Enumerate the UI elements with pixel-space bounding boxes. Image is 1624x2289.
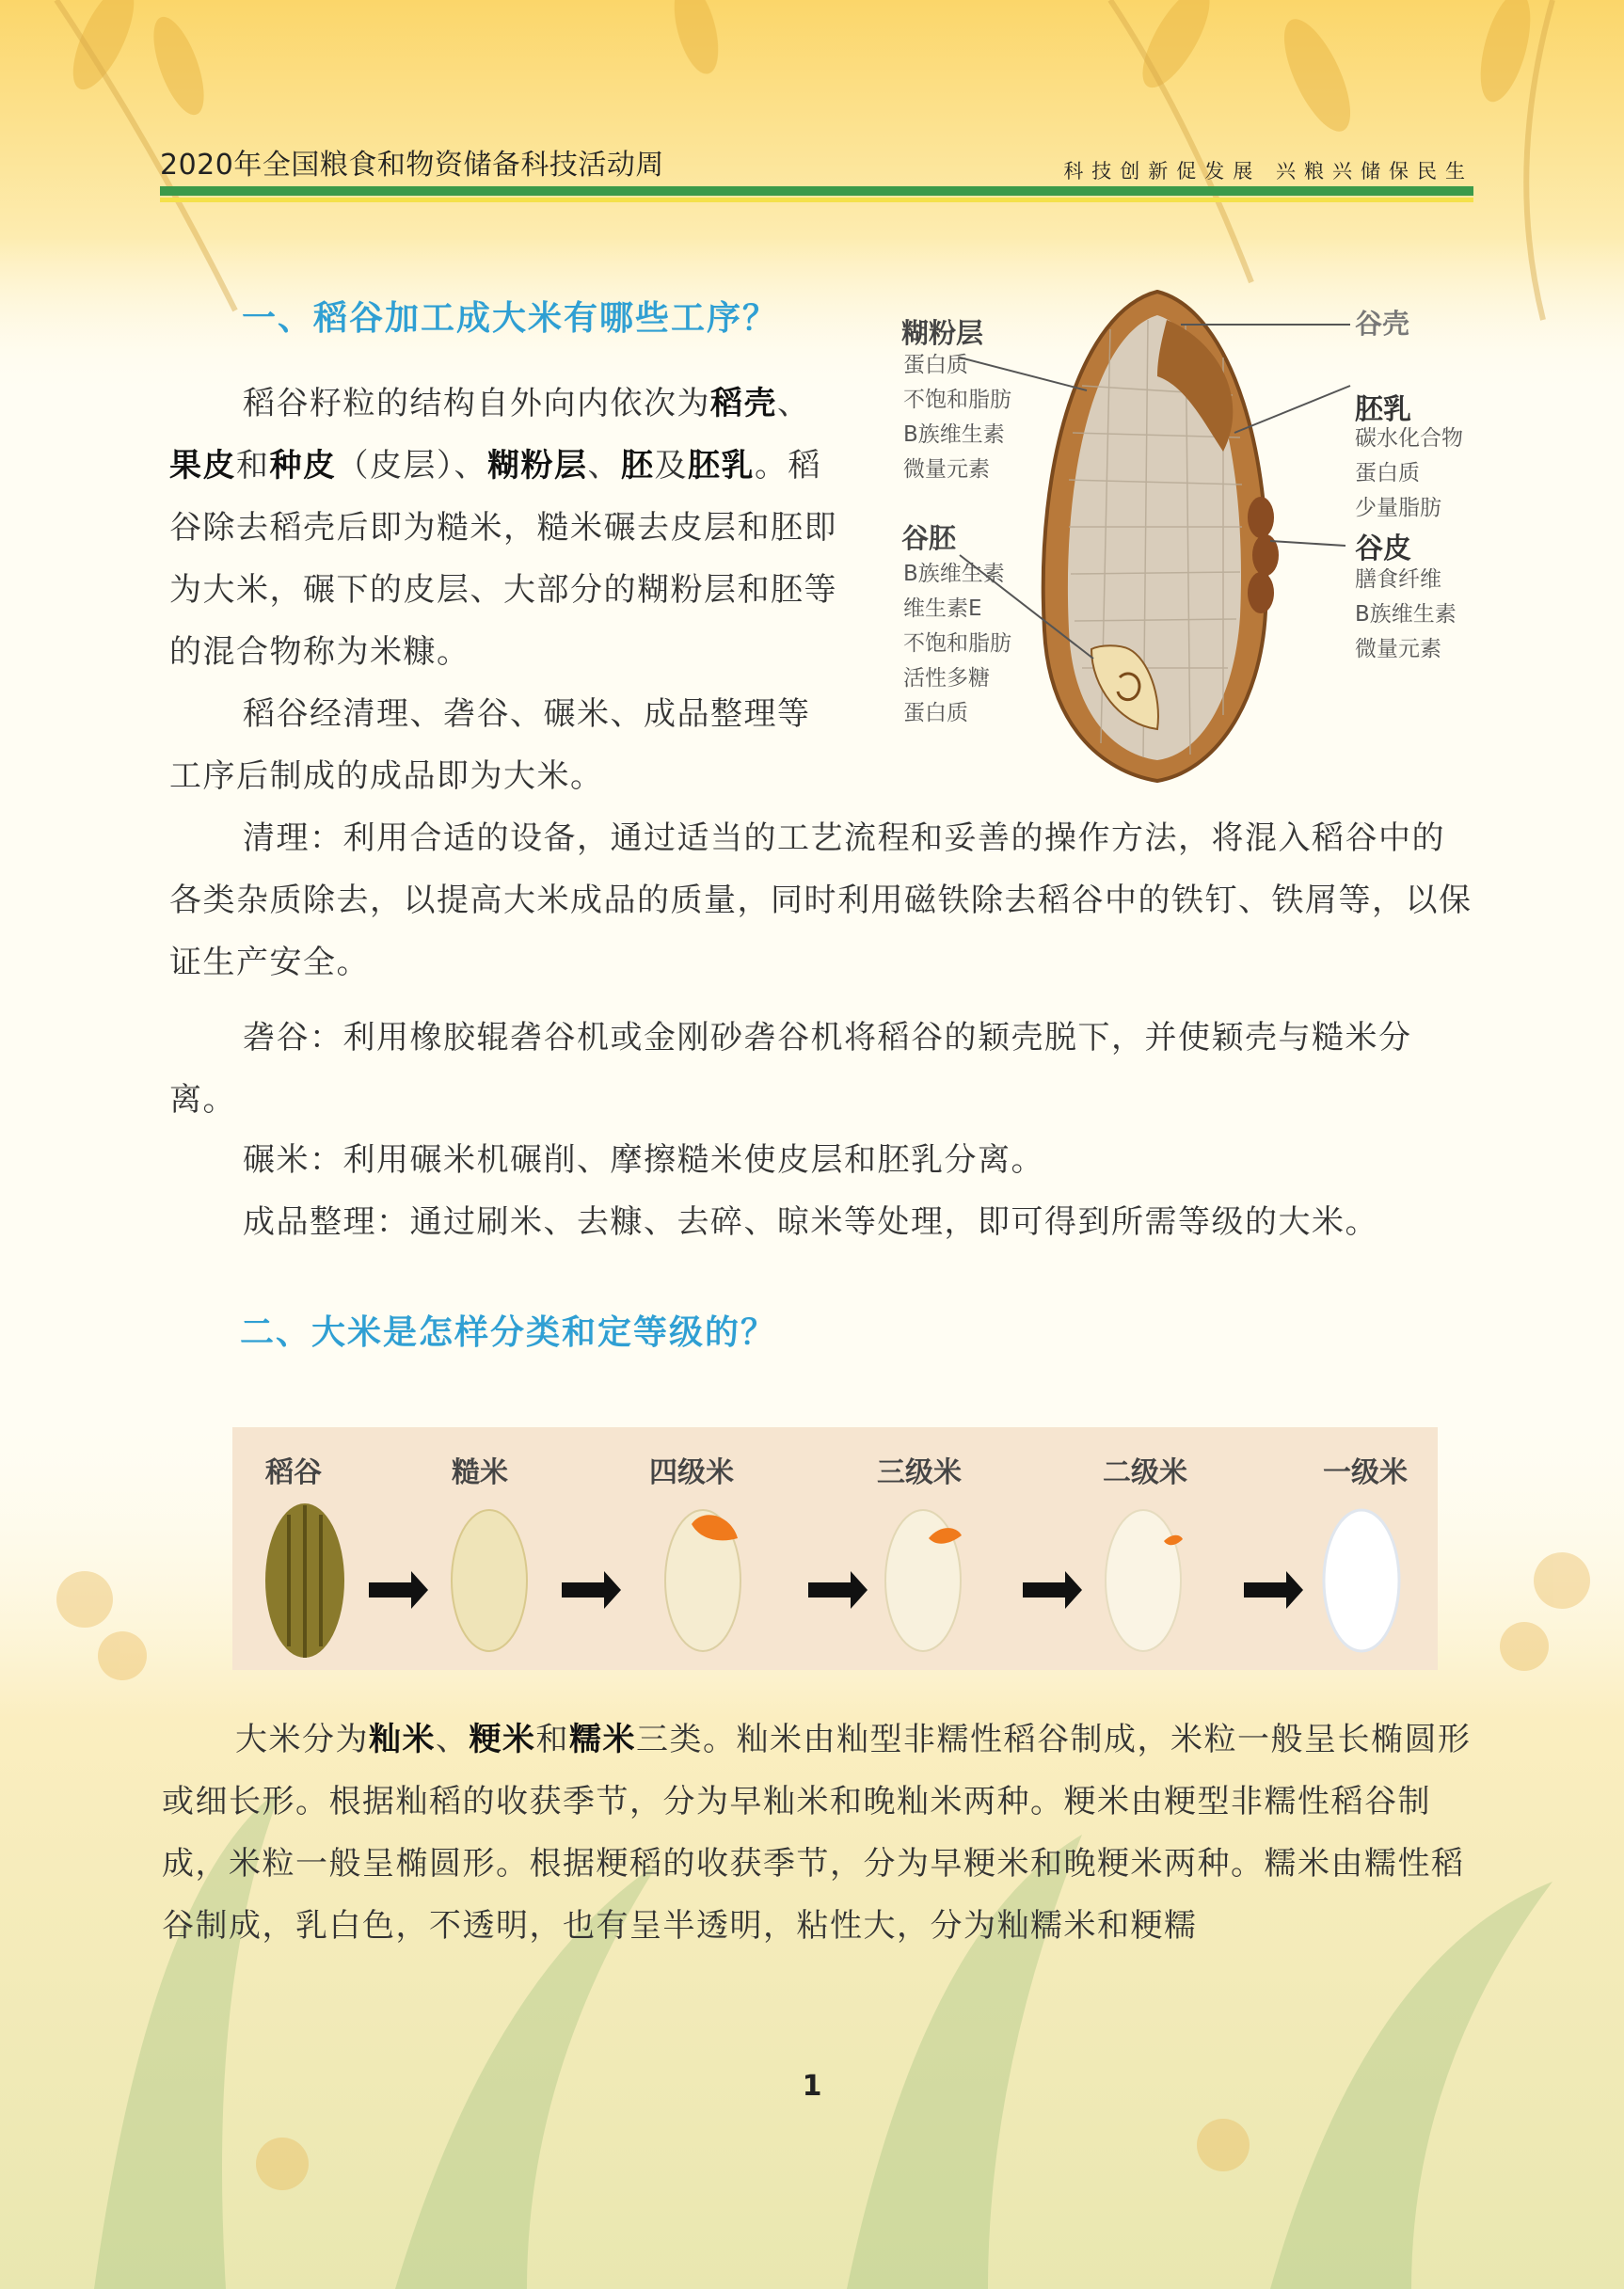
header-rule [160, 186, 1473, 196]
term-germ: 胚 [621, 447, 655, 485]
label-bran-items [1355, 563, 1457, 667]
section1-heading: 一、稻谷加工成大米有哪些工序？ [242, 299, 779, 338]
term-husk: 稻壳 [710, 385, 777, 422]
label-bran: 谷皮 [1355, 533, 1411, 565]
section1-paragraph-structure [169, 373, 837, 683]
label-aleurone-items [903, 348, 1011, 487]
section1-paragraph-milling: 碾米：利用碾米机碾削、摩擦糙米使皮层和胚乳分离。 [243, 1141, 1044, 1179]
term-endosperm: 胚乳 [688, 447, 755, 485]
text-run: 、 [587, 447, 621, 485]
grain-label-grade4: 四级米 [649, 1456, 734, 1489]
term-pericarp: 果皮 [169, 447, 236, 485]
header-slogan: 科技创新促发展 兴粮兴储保民生 [1063, 160, 1473, 183]
label-aleurone: 糊粉层 [901, 317, 984, 349]
section1-paragraph-hulling: 砻谷：利用橡胶辊砻谷机或金刚砂砻谷机将稻谷的颖壳脱下，并使颖壳与糙米分离。 [169, 1019, 1412, 1119]
nutrient-item: 蛋白质 [903, 353, 968, 377]
text-run: 大米分为 [235, 1721, 369, 1758]
text-run: 三类。籼米由籼型非糯性稻谷制成，米粒一般呈长椭圆形或细长形。根据籼稻的收获季节，分为早籼米和晚籼米两种。粳米由粳型非糯性稻谷制成，米粒一般呈椭圆形。根据粳稻的收获季节，分为早粳米和晚粳米两种。糯米由糯性稻谷制成，乳白色，不透明，也有呈半透明，粘性大，分为籼糯米和粳糯 [162, 1721, 1472, 1945]
grain-label-grade3: 三级米 [877, 1456, 962, 1489]
term-seed-coat: 种皮 [269, 447, 337, 485]
header-title: 2020年全国粮食和物资储备科技活动周 [160, 149, 664, 182]
nutrient-item: 不饱和脂肪 [903, 388, 1011, 412]
rice-grade-illustration [232, 1496, 1438, 1665]
nutrient-item: 碳水化合物 [1355, 426, 1463, 451]
grain-label-grade1: 一级米 [1323, 1456, 1408, 1489]
term-indica-rice: 籼米 [369, 1721, 436, 1758]
section1-paragraph-process: 稻谷经清理、砻谷、碾米、成品整理等工序后制成的成品即为大米。 [169, 695, 811, 795]
nutrient-item: 维生素E [903, 596, 982, 621]
label-germ-items [903, 557, 1011, 731]
grain-label-grade2: 二级米 [1103, 1456, 1187, 1489]
label-endosperm-items [1355, 421, 1463, 526]
text-run: 及 [654, 447, 688, 485]
section2-paragraph-classification [162, 1709, 1479, 1957]
grain-label-brown-rice: 糙米 [452, 1456, 508, 1489]
term-glutinous-rice: 糯米 [569, 1721, 636, 1758]
text-run: （皮层）、 [336, 447, 487, 485]
nutrient-item: 微量元素 [1355, 637, 1441, 661]
nutrient-item: 少量脂肪 [1355, 496, 1441, 520]
section2-heading: 二、大米是怎样分类和定等级的？ [240, 1313, 777, 1352]
nutrient-item: B族维生素 [903, 562, 1005, 586]
term-japonica-rice: 粳米 [469, 1721, 536, 1758]
label-endosperm: 胚乳 [1355, 393, 1411, 426]
text-run: 和 [236, 447, 270, 485]
grain-paddy [265, 1503, 344, 1658]
nutrient-item: 蛋白质 [903, 701, 968, 725]
label-germ: 谷胚 [901, 522, 957, 554]
grain-label-paddy: 稻谷 [265, 1456, 322, 1489]
nutrient-item: B族维生素 [903, 422, 1005, 447]
text-run: 、 [436, 1721, 470, 1758]
nutrient-item: 活性多糖 [903, 666, 990, 691]
grain-grade2 [1106, 1510, 1183, 1651]
header-rule-accent [160, 198, 1473, 202]
grain-grade1 [1324, 1510, 1399, 1651]
grain-grade4 [665, 1510, 740, 1651]
text-run: 和 [535, 1721, 569, 1758]
section1-paragraph-cleaning: 清理：利用合适的设备，通过适当的工艺流程和妥善的操作方法，将混入稻谷中的各类杂质除去，以提高大米成品的质量，同时利用磁铁除去稻谷中的铁钉、铁屑等，以保证生产安全。 [169, 819, 1473, 981]
grain-brown-rice [452, 1510, 527, 1651]
nutrient-item: 不饱和脂肪 [903, 631, 1011, 656]
nutrient-item: 微量元素 [903, 457, 990, 482]
label-husk: 谷壳 [1355, 308, 1410, 340]
nutrient-item: B族维生素 [1355, 602, 1457, 627]
grain-grade3 [885, 1510, 962, 1651]
text-run: 、 [777, 385, 811, 422]
section1-paragraph-finishing: 成品整理：通过刷米、去糠、去碎、晾米等处理，即可得到所需等级的大米。 [243, 1203, 1378, 1241]
text-run: 。稻谷除去稻壳后即为糙米，糙米碾去皮层和胚即为大米，碾下的皮层、大部分的糊粉层和胚等的混合物称为米糠。 [169, 447, 837, 671]
term-aleurone: 糊粉层 [487, 447, 588, 485]
nutrient-item: 膳食纤维 [1355, 567, 1441, 592]
nutrient-item: 蛋白质 [1355, 461, 1420, 485]
page-number: 1 [802, 2070, 822, 2103]
text-run: 稻谷籽粒的结构自外向内依次为 [243, 385, 710, 422]
